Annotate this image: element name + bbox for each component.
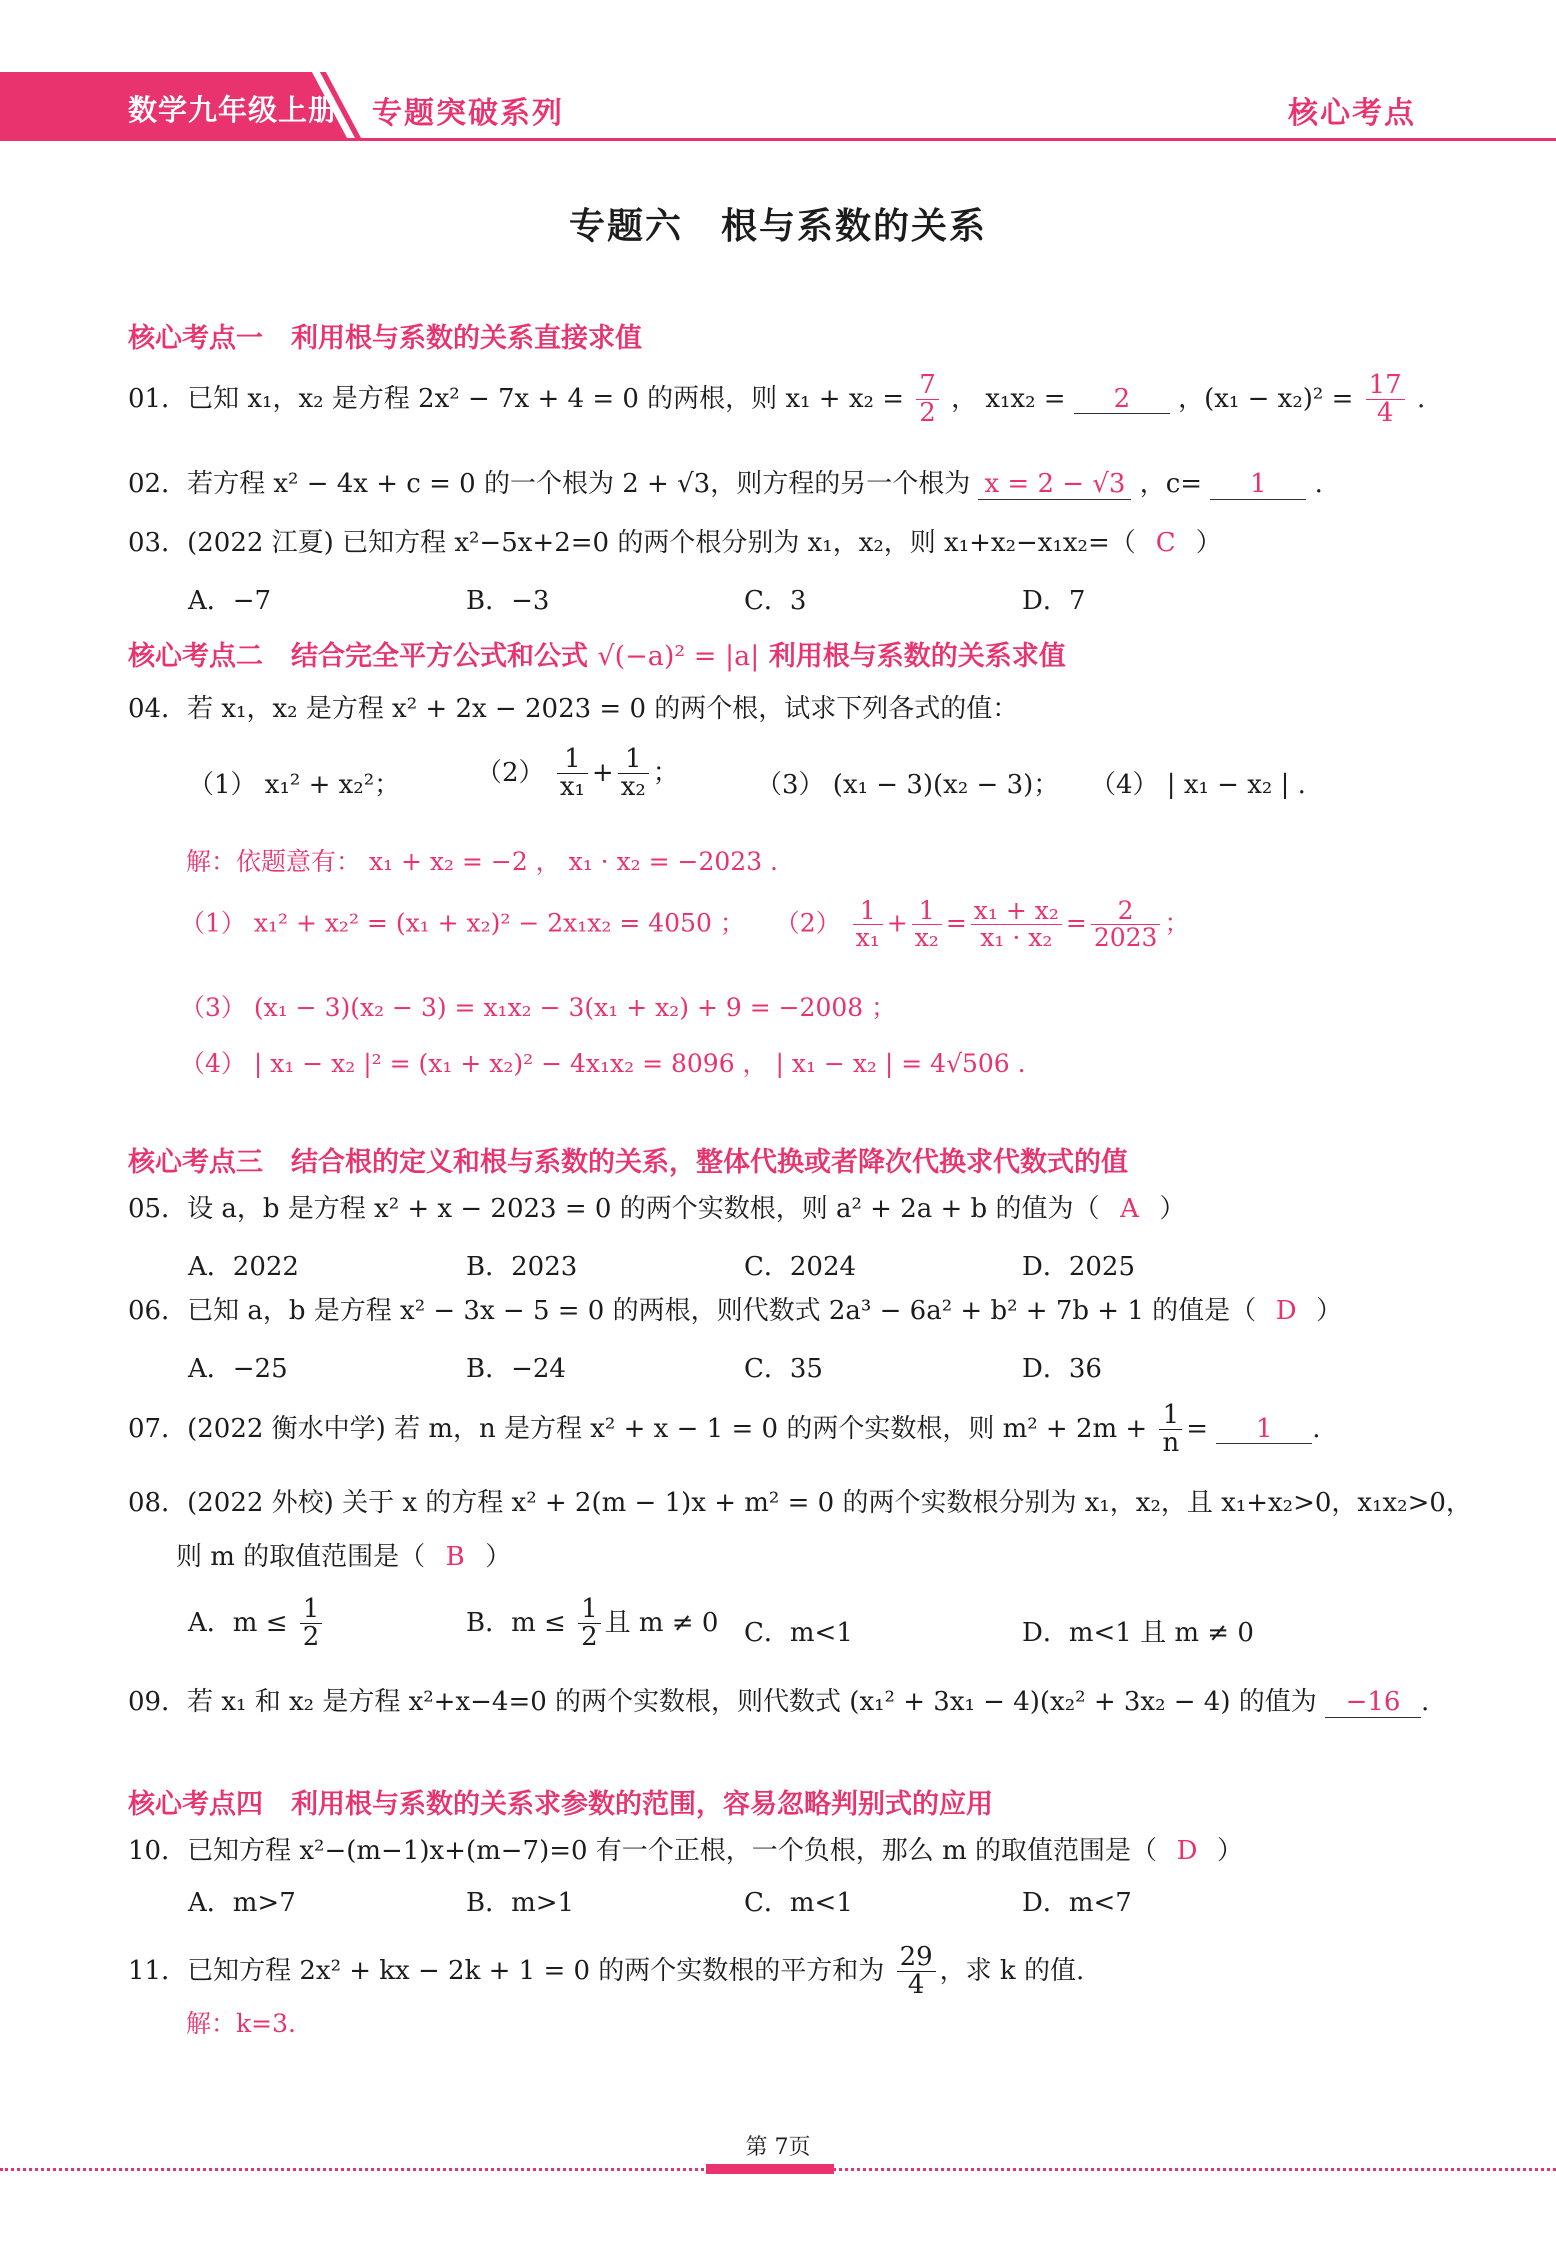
punctuation: ）: [485, 1542, 512, 1572]
question-number: 05．: [128, 1194, 188, 1224]
numerator: 1: [1159, 1402, 1182, 1430]
question-number: 06．: [128, 1296, 188, 1326]
fraction: [1159, 1402, 1182, 1458]
option-a: A．−7: [188, 586, 272, 616]
answer-choice: D: [1275, 1296, 1297, 1326]
numerator: 7: [916, 372, 939, 400]
denominator: 2: [302, 1622, 320, 1653]
question-text: 已知方程 2x² + kx − 2k + 1 = 0 的两个实数根的平方和为: [187, 1955, 885, 1986]
fraction: [912, 898, 942, 952]
option-c: C．3: [744, 586, 807, 616]
solution-part-4: （4） | x₁ − x₂ |² = (x₁ + x₂)² − 4x₁x₂ = 8096 ， | x₁ − x₂ | = 4√506 .: [180, 1049, 1026, 1078]
numerator: 1: [300, 1596, 323, 1624]
punctuation: .: [1421, 1687, 1430, 1717]
question-01: [128, 372, 1425, 428]
header-section: 核心考点: [1288, 96, 1416, 131]
answer-blank: x = 2 − √3: [978, 470, 1131, 500]
question-02: [128, 470, 1323, 500]
numerator: 1: [912, 898, 942, 925]
header-rule: [0, 138, 1556, 141]
option-a: A．m>7: [188, 1888, 296, 1918]
question-text: 已知方程 x²−(m−1)x+(m−7)=0 有一个正根，一个负根，那么 m 的取值范围是（: [187, 1836, 1157, 1866]
operator: =: [1065, 908, 1087, 938]
option-b: B．2023: [466, 1252, 578, 1282]
question-text: ，(x₁ − x₂)² =: [1178, 383, 1354, 414]
question-text: 设 a，b 是方程 x² + x − 2023 = 0 的两个实数根，则 a² + 2a + b 的值为（: [187, 1194, 1100, 1224]
answer-blank: −16: [1325, 1688, 1421, 1718]
answer-blank: 1: [1216, 1415, 1312, 1445]
question-05: [128, 1196, 1185, 1222]
punctuation: ；: [652, 757, 679, 788]
question-text: (2022 衡水中学) 若 m，n 是方程 x² + x − 1 = 0 的两个实数根，则 m² + 2m +: [187, 1413, 1148, 1444]
section-text: 利用根与系数的关系求值: [768, 641, 1066, 672]
operator: =: [945, 908, 967, 938]
denominator: x₂: [914, 923, 939, 953]
part-label: （2）: [774, 908, 841, 938]
punctuation: ）: [1316, 1296, 1343, 1326]
question-text: 若 x₁ 和 x₂ 是方程 x²+x−4=0 的两个实数根，则代数式 (x₁² + 3x₁ − 4)(x₂² + 3x₂ − 4) 的值为: [187, 1687, 1317, 1717]
question-10: [128, 1838, 1243, 1864]
solution-part-3: （3） (x₁ − 3)(x₂ − 3) = x₁x₂ − 3(x₁ + x₂) + 9 = −2008 ；: [180, 993, 897, 1022]
question-number: 08．: [128, 1488, 188, 1518]
page-title: 专题六 根与系数的关系: [568, 206, 987, 247]
footer-bar: [706, 2164, 834, 2174]
section-text: 利用根与系数的关系直接求值: [291, 323, 642, 354]
answer-choice: D: [1176, 1836, 1198, 1866]
question-text: 若 x₁，x₂ 是方程 x² + 2x − 2023 = 0 的两个根，试求下列各式的值：: [187, 694, 1019, 724]
numerator: 1: [853, 898, 883, 925]
question-11: [128, 1944, 1084, 2000]
option-d: D．7: [1022, 586, 1086, 616]
question-04: [128, 696, 1018, 722]
answer-choice: B: [445, 1542, 465, 1572]
punctuation: ）: [1195, 528, 1222, 558]
option-b: [466, 1596, 718, 1652]
section-label: 核心考点三: [128, 1147, 263, 1178]
question-number: 10．: [128, 1836, 188, 1866]
punctuation: .: [1314, 469, 1323, 499]
answer-fraction: [1366, 372, 1405, 428]
question-number: 01．: [128, 383, 188, 414]
header-book-title: 数学九年级上册: [128, 93, 339, 127]
operator: +: [591, 757, 614, 788]
option-c: C．m<1: [744, 1618, 853, 1648]
option-text: B．m ≤: [466, 1607, 566, 1638]
punctuation: ）: [1217, 1836, 1244, 1866]
solution-part-1-2: [180, 898, 1189, 952]
denominator: x₁: [559, 772, 585, 803]
part-3: （3） (x₁ − 3)(x₂ − 3)；: [756, 770, 1060, 800]
numerator: x₁ + x₂: [971, 898, 1062, 925]
question-text: 若方程 x² − 4x + c = 0 的一个根为 2 + √3，则方程的另一个根为: [187, 469, 971, 499]
section-heading-1: [128, 316, 642, 355]
solution-q11: 解：k=3.: [186, 2009, 296, 2038]
denominator: x₁: [855, 923, 880, 953]
question-text: ，c=: [1139, 469, 1203, 499]
denominator: x₂: [620, 772, 646, 803]
option-a: A．2022: [188, 1252, 299, 1282]
question-number: 07．: [128, 1413, 188, 1444]
punctuation: ；: [1164, 908, 1190, 938]
solution-text: （1） x₁² + x₂² = (x₁ + x₂)² − 2x₁x₂ = 4050 ；: [180, 908, 745, 938]
question-07: [128, 1402, 1321, 1458]
question-text: 则 m 的取值范围是（: [176, 1542, 426, 1572]
section-formula: √(−a)² = |a|: [597, 641, 760, 672]
section-text: 结合完全平方公式和公式: [291, 641, 588, 672]
question-08-cont: [176, 1544, 511, 1570]
option-text: A．m ≤: [188, 1607, 288, 1638]
question-text: 已知 x₁，x₂ 是方程 2x² − 7x + 4 = 0 的两根，则 x₁ + x₂ =: [187, 383, 904, 414]
question-text: (2022 江夏) 已知方程 x²−5x+2=0 的两个根分别为 x₁，x₂，则 x₁+x₂−x₁x₂=（: [187, 528, 1136, 558]
denominator: 2023: [1093, 923, 1158, 953]
section-heading-3: [128, 1140, 1128, 1179]
option-a: A．−25: [188, 1354, 288, 1384]
option-b: B．−3: [466, 586, 550, 616]
numerator: 1: [618, 746, 649, 774]
fraction: [300, 1596, 323, 1652]
denominator: 2: [919, 398, 936, 429]
answer-fraction: [916, 372, 939, 428]
numerator: 29: [897, 1944, 936, 1972]
part-2: [476, 746, 679, 802]
punctuation: ）: [1159, 1194, 1186, 1224]
section-label: 核心考点一: [128, 323, 263, 354]
numerator: 17: [1366, 372, 1405, 400]
section-heading-4: [128, 1782, 993, 1821]
section-text: 结合根的定义和根与系数的关系，整体代换或者降次代换求代数式的值: [291, 1147, 1128, 1178]
option-d: D．m<7: [1022, 1888, 1132, 1918]
answer-blank: 1: [1210, 470, 1306, 500]
denominator: 4: [907, 1970, 925, 2001]
question-text: ， x₁x₂ =: [951, 383, 1066, 414]
option-d: D．2025: [1022, 1252, 1136, 1282]
solution-intro: 解：依题意有： x₁ + x₂ = −2 ， x₁ · x₂ = −2023 .: [186, 847, 779, 876]
option-d: D．36: [1022, 1354, 1102, 1384]
fraction: [557, 746, 588, 802]
section-text: 利用根与系数的关系求参数的范围，容易忽略判别式的应用: [291, 1789, 993, 1820]
numerator: 1: [557, 746, 588, 774]
question-text: ，求 k 的值.: [939, 1955, 1085, 1986]
page-number: 第 7页: [745, 2135, 811, 2160]
part-label: （2）: [476, 757, 545, 788]
operator: =: [1186, 1413, 1209, 1444]
punctuation: .: [1416, 383, 1426, 414]
fraction: [1091, 898, 1161, 952]
part-1: （1） x₁² + x₂²；: [188, 770, 401, 800]
fraction: [618, 746, 649, 802]
section-label: 核心考点四: [128, 1789, 263, 1820]
option-c: C．2024: [744, 1252, 857, 1282]
question-number: 09．: [128, 1687, 188, 1717]
question-number: 02．: [128, 469, 188, 499]
header-series: 专题突破系列: [372, 96, 564, 131]
numerator: 1: [578, 1596, 601, 1624]
option-b: B．m>1: [466, 1888, 575, 1918]
option-c: C．35: [744, 1354, 823, 1384]
question-text: (2022 外校) 关于 x 的方程 x² + 2(m − 1)x + m² = 0 的两个实数根分别为 x₁，x₂，且 x₁+x₂>0，x₁x₂>0，: [187, 1488, 1472, 1518]
option-a: [188, 1596, 326, 1652]
fraction: [853, 898, 883, 952]
punctuation: .: [1312, 1413, 1321, 1444]
operator: +: [886, 908, 908, 938]
question-number: 11．: [128, 1955, 188, 1986]
fraction: [578, 1596, 601, 1652]
question-number: 03．: [128, 528, 188, 558]
question-text: 已知 a，b 是方程 x² − 3x − 5 = 0 的两根，则代数式 2a³ − 6a² + b² + 7b + 1 的值是（: [187, 1296, 1257, 1326]
section-heading-2: [128, 634, 1066, 673]
question-03: [128, 530, 1222, 556]
option-c: C．m<1: [744, 1888, 853, 1918]
numerator: 2: [1091, 898, 1161, 925]
question-08: [128, 1490, 1472, 1516]
question-09: [128, 1688, 1429, 1718]
fraction: [971, 898, 1062, 952]
option-d: D．m<1 且 m ≠ 0: [1022, 1618, 1254, 1648]
question-06: [128, 1298, 1342, 1324]
denominator: 4: [1376, 398, 1394, 429]
question-number: 04．: [128, 694, 188, 724]
denominator: x₁ · x₂: [980, 923, 1053, 953]
option-b: B．−24: [466, 1354, 566, 1384]
fraction: [897, 1944, 936, 2000]
option-text: 且 m ≠ 0: [604, 1607, 719, 1638]
answer-choice: C: [1155, 528, 1176, 558]
answer-choice: A: [1120, 1194, 1139, 1224]
denominator: 2: [581, 1622, 598, 1653]
part-4: （4） | x₁ − x₂ | .: [1090, 770, 1306, 800]
section-label: 核心考点二: [128, 641, 263, 672]
answer-blank: 2: [1074, 385, 1170, 415]
denominator: n: [1162, 1428, 1180, 1459]
